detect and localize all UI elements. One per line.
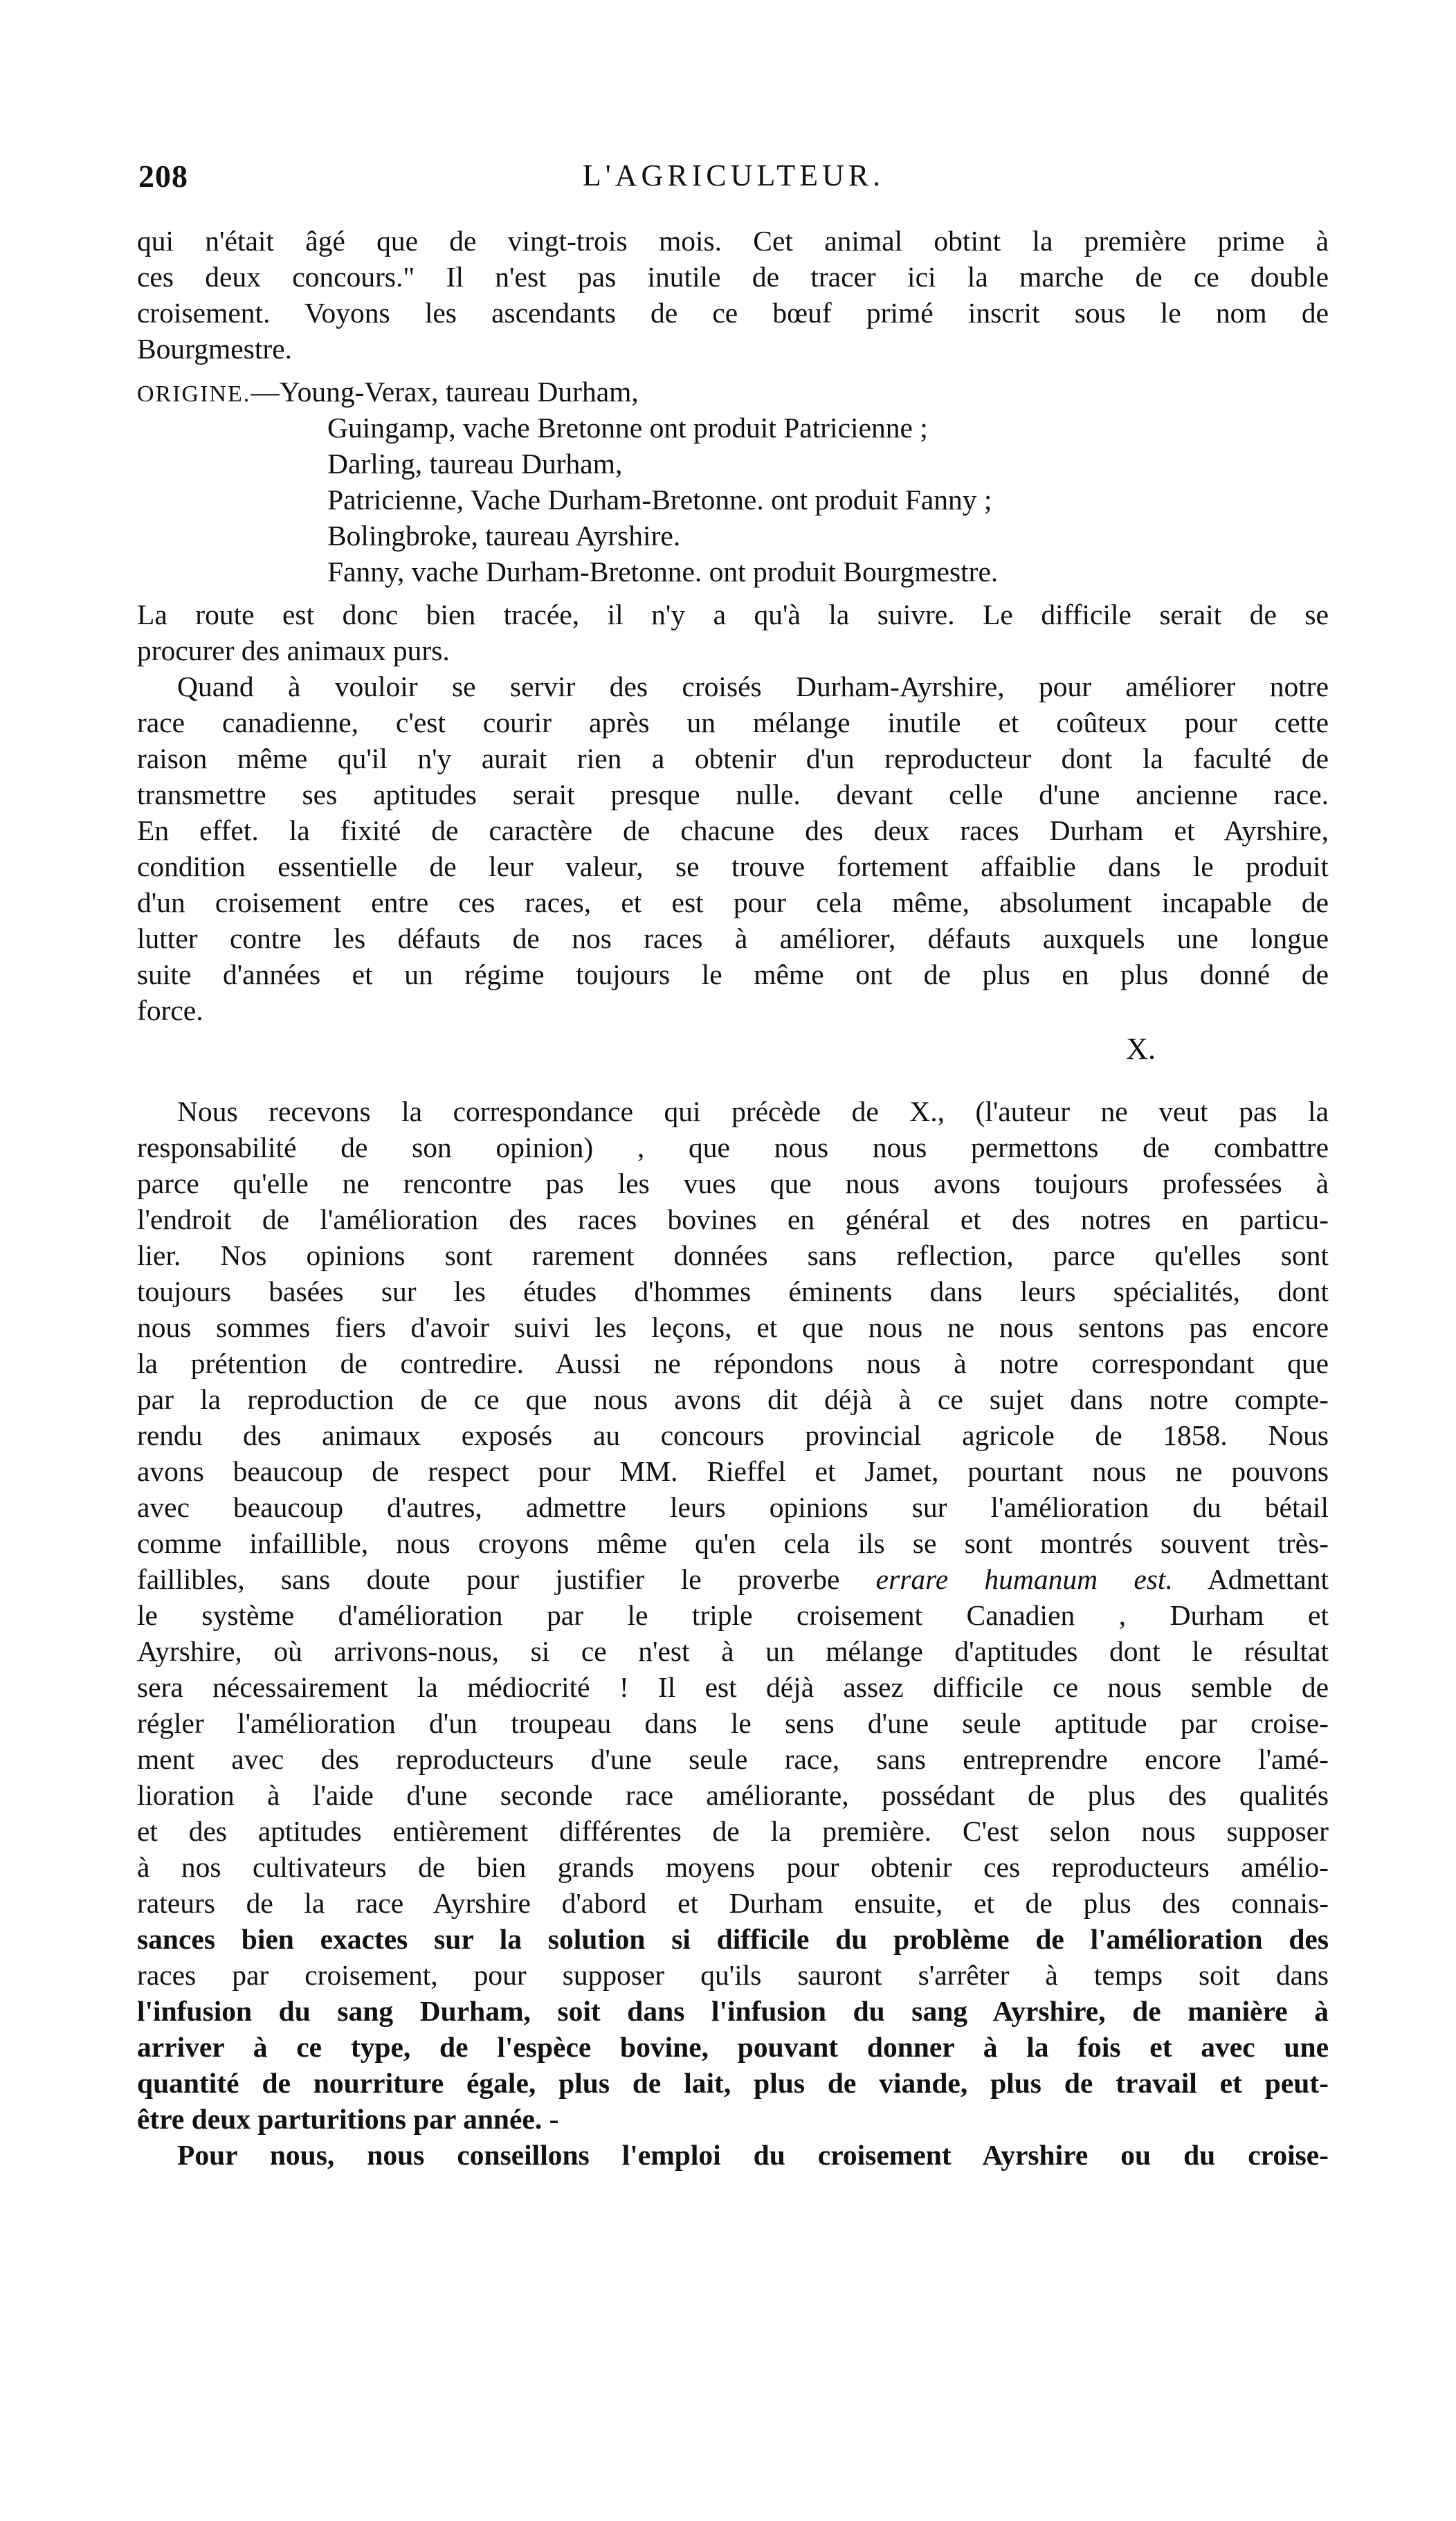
pedigree-line: Guingamp, vache Bretonne ont produit Patricienne ; — [327, 412, 928, 444]
text-line: quantité de nourriture égale, plus de lait, plus de viande, plus de travail et peut- — [137, 2067, 1329, 2099]
text-line: race canadienne, c'est courir après un mélange inutile et coûteux pour cette — [137, 707, 1329, 738]
paragraph-route — [137, 597, 1329, 668]
text-line: procurer des animaux purs. — [137, 635, 450, 666]
page-header — [138, 158, 1329, 199]
text-fragment: Admettant — [1172, 1563, 1329, 1595]
text-line: suite d'années et un régime toujours le même ont de plus en plus donné de — [137, 958, 1329, 990]
text-fragment: faillibles, sans doute pour justifier le proverbe — [137, 1563, 876, 1595]
text-line: ment avec des reproducteurs d'une seule race, sans entreprendre encore l'amé- — [137, 1743, 1329, 1775]
text-line: sances bien exactes sur la solution si difficile du problème de l'amélioration des — [137, 1923, 1329, 1955]
text-line: rateurs de la race Ayrshire d'abord et Durham ensuite, et de plus des connais- — [137, 1887, 1329, 1919]
text-line: responsabilité de son opinion) , que nous nous permettons de combattre — [137, 1131, 1329, 1163]
text-line: toujours basées sur les études d'hommes éminents dans leurs spécialités, dont — [137, 1275, 1329, 1307]
text-line: ces deux concours." Il n'est pas inutile de tracer ici la marche de ce double — [137, 261, 1329, 293]
origin-first-entry: —Young-Verax, taureau Durham, — [251, 376, 639, 408]
text-line: lier. Nos opinions sont rarement données sans reflection, parce qu'elles sont — [137, 1239, 1329, 1271]
text-line: régler l'amélioration d'un troupeau dans le sens d'une seule aptitude par croise- — [137, 1707, 1329, 1739]
text-line: Bourgmestre. — [137, 333, 292, 365]
text-line: races par croisement, pour supposer qu'ils sauront s'arrêter à temps soit dans — [137, 1959, 1329, 1991]
text-line: le système d'amélioration par le triple croisement Canadien , Durham et — [137, 1599, 1329, 1631]
text-line: Ayrshire, où arrivons-nous, si ce n'est à un mélange d'aptitudes dont le résultat — [137, 1635, 1329, 1667]
text-line: être deux parturitions par année. - — [137, 2103, 559, 2135]
text-line: comme infaillible, nous croyons même qu'en cela ils se sont montrés souvent très- — [137, 1527, 1329, 1559]
running-title: L'AGRICULTEUR. — [582, 158, 885, 192]
text-line: transmettre ses aptitudes serait presque nulle. devant celle d'une ancienne race. — [137, 779, 1329, 810]
text-line: Quand à vouloir se servir des croisés Durham-Ayrshire, pour améliorer notre — [177, 671, 1329, 702]
text-line: sera nécessairement la médiocrité ! Il est déjà assez difficile ce nous semble de — [137, 1671, 1329, 1703]
text-line: condition essentielle de leur valeur, se trouve fortement affaiblie dans le produit — [137, 850, 1329, 882]
text-line: raison même qu'il n'y aurait rien a obtenir d'un reproducteur dont la faculté de — [137, 743, 1329, 774]
latin-proverb: errare humanum est. — [875, 1563, 1173, 1595]
origin-line — [137, 374, 1329, 410]
text-line: Nous recevons la correspondance qui précède de X., (l'auteur ne veut pas la — [177, 1095, 1329, 1127]
pedigree-line: Bolingbroke, taureau Ayrshire. — [327, 520, 681, 552]
text-line: d'un croisement entre ces races, et est pour cela même, absolument incapable de — [137, 886, 1329, 918]
pedigree-line: Patricienne, Vache Durham-Bretonne. ont produit Fanny ; — [327, 484, 992, 516]
text-line: avons beaucoup de respect pour MM. Rieffel et Jamet, pourtant nous ne pouvons — [137, 1455, 1329, 1487]
origin-label: ORIGINE. — [137, 381, 251, 407]
text-line: avec beaucoup d'autres, admettre leurs opinions sur l'amélioration du bétail — [137, 1491, 1329, 1523]
text-line: qui n'était âgé que de vingt-trois mois. Cet animal obtint la première prime à — [137, 225, 1329, 257]
text-line: l'infusion du sang Durham, soit dans l'infusion du sang Ayrshire, de manière à — [137, 1995, 1329, 2027]
paragraph-editor-response — [137, 1093, 1329, 2137]
pedigree-line: Darling, taureau Durham, — [327, 448, 623, 480]
text-line: force. — [137, 994, 203, 1026]
page-body — [137, 223, 1329, 2173]
text-line: Pour nous, nous conseillons l'emploi du croisement Ayrshire ou du croise- — [177, 2139, 1329, 2171]
text-line: à nos cultivateurs de bien grands moyens pour obtenir ces reproducteurs amélio- — [137, 1851, 1329, 1883]
text-line: et des aptitudes entièrement différentes de la première. C'est selon nous supposer — [137, 1815, 1329, 1847]
text-line: la prétention de contredire. Aussi ne répondons nous à notre correspondant que — [137, 1347, 1329, 1379]
page-number: 208 — [138, 158, 188, 194]
text-line: En effet. la fixité de caractère de chacune des deux races Durham et Ayrshire, — [137, 814, 1329, 846]
paragraph-croises — [137, 668, 1329, 1028]
signature: X. — [1126, 1032, 1156, 1066]
text-line: nous sommes fiers d'avoir suivi les leçons, et que nous ne nous sentons pas encore — [137, 1311, 1329, 1343]
pedigree-line: Fanny, vache Durham-Bretonne. ont produit Bourgmestre. — [327, 556, 999, 588]
text-line: rendu des animaux exposés au concours provincial agricole de 1858. Nous — [137, 1419, 1329, 1451]
text-line: La route est donc bien tracée, il n'y a qu'à la suivre. Le difficile serait de se — [137, 599, 1329, 630]
intro-paragraph — [137, 223, 1329, 367]
text-line: lioration à l'aide d'une seconde race améliorante, possédant de plus des qualités — [137, 1779, 1329, 1811]
text-line: par la reproduction de ce que nous avons dit déjà à ce sujet dans notre compte- — [137, 1383, 1329, 1415]
pedigree-block — [137, 374, 1329, 590]
text-line: parce qu'elle ne rencontre pas les vues que nous avons toujours professées à — [137, 1167, 1329, 1199]
text-line: arriver à ce type, de l'espèce bovine, pouvant donner à la fois et avec une — [137, 2031, 1329, 2063]
text-line: lutter contre les défauts de nos races à améliorer, défauts auxquels une longue — [137, 922, 1329, 954]
text-line-with-latin-proverb — [137, 1561, 1329, 1597]
text-line: l'endroit de l'amélioration des races bovines en général et des notres en particu- — [137, 1203, 1329, 1235]
text-line: croisement. Voyons les ascendants de ce bœuf primé inscrit sous le nom de — [137, 297, 1329, 329]
paragraph-recommendation — [137, 2137, 1329, 2173]
